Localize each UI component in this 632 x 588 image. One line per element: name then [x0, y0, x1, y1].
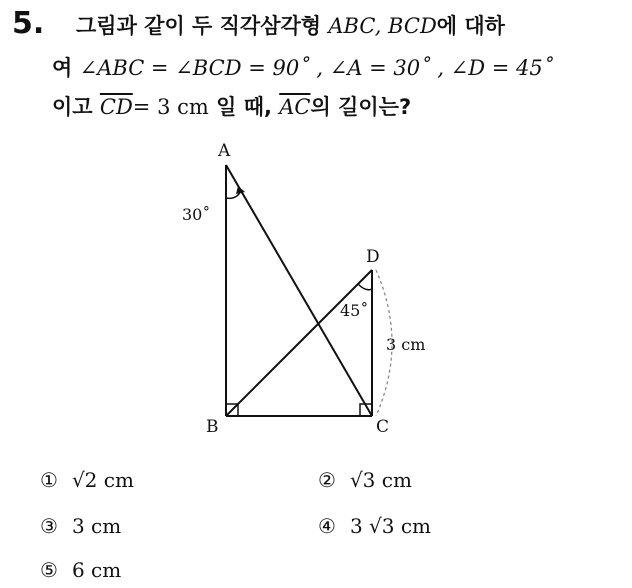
question-math-triangles: ABC, BCD — [328, 14, 437, 38]
question-text-1a: 그림과 같이 두 직각삼각형 — [76, 14, 329, 38]
question-number: 5. — [12, 6, 45, 41]
length-cd-label: 3 cm — [386, 335, 426, 354]
question-text-3b: 일 때, — [208, 95, 280, 119]
vertex-d-label: D — [366, 247, 380, 267]
option-4[interactable] — [318, 514, 431, 538]
vertex-c-label: C — [376, 417, 390, 437]
vertex-b-label: B — [206, 417, 219, 437]
question-text-3a: 이고 — [52, 95, 100, 119]
question-math-angles: ∠ABC = ∠BCD = 90˚ , ∠A = 30˚ , ∠D = 45˚ — [79, 56, 554, 80]
option-3-text: 3 cm — [71, 514, 122, 538]
angle-d-arc — [358, 284, 372, 290]
option-5-number: ⑤ — [40, 558, 58, 582]
option-1[interactable] — [40, 468, 134, 492]
option-2-text: √3 cm — [349, 468, 412, 492]
option-1-number: ① — [40, 468, 58, 492]
option-5[interactable] — [40, 558, 121, 582]
option-3[interactable] — [40, 514, 121, 538]
segment-cd-length: = 3 cm — [132, 95, 209, 119]
option-2-number: ② — [318, 468, 336, 492]
option-5-text: 6 cm — [71, 558, 122, 582]
question-text-3c: 의 길이는? — [310, 95, 412, 119]
angle-a-arrow — [236, 186, 245, 194]
option-2[interactable] — [318, 468, 412, 492]
angle-d-label: 45˚ — [340, 301, 369, 320]
question-text-2a: 여 — [52, 56, 80, 80]
segment-cd: $\overline{CD}$ — [99, 95, 133, 119]
option-1-text: √2 cm — [71, 468, 134, 492]
vertex-a-label: A — [218, 141, 231, 161]
question-text-1b: 에 대하 — [436, 14, 505, 38]
option-4-text: 3 √3 cm — [349, 514, 432, 538]
option-3-number: ③ — [40, 514, 58, 538]
option-4-number: ④ — [318, 514, 336, 538]
angle-a-label: 30˚ — [182, 205, 211, 224]
segment-ac: $\overline{AC}$ — [279, 95, 311, 119]
